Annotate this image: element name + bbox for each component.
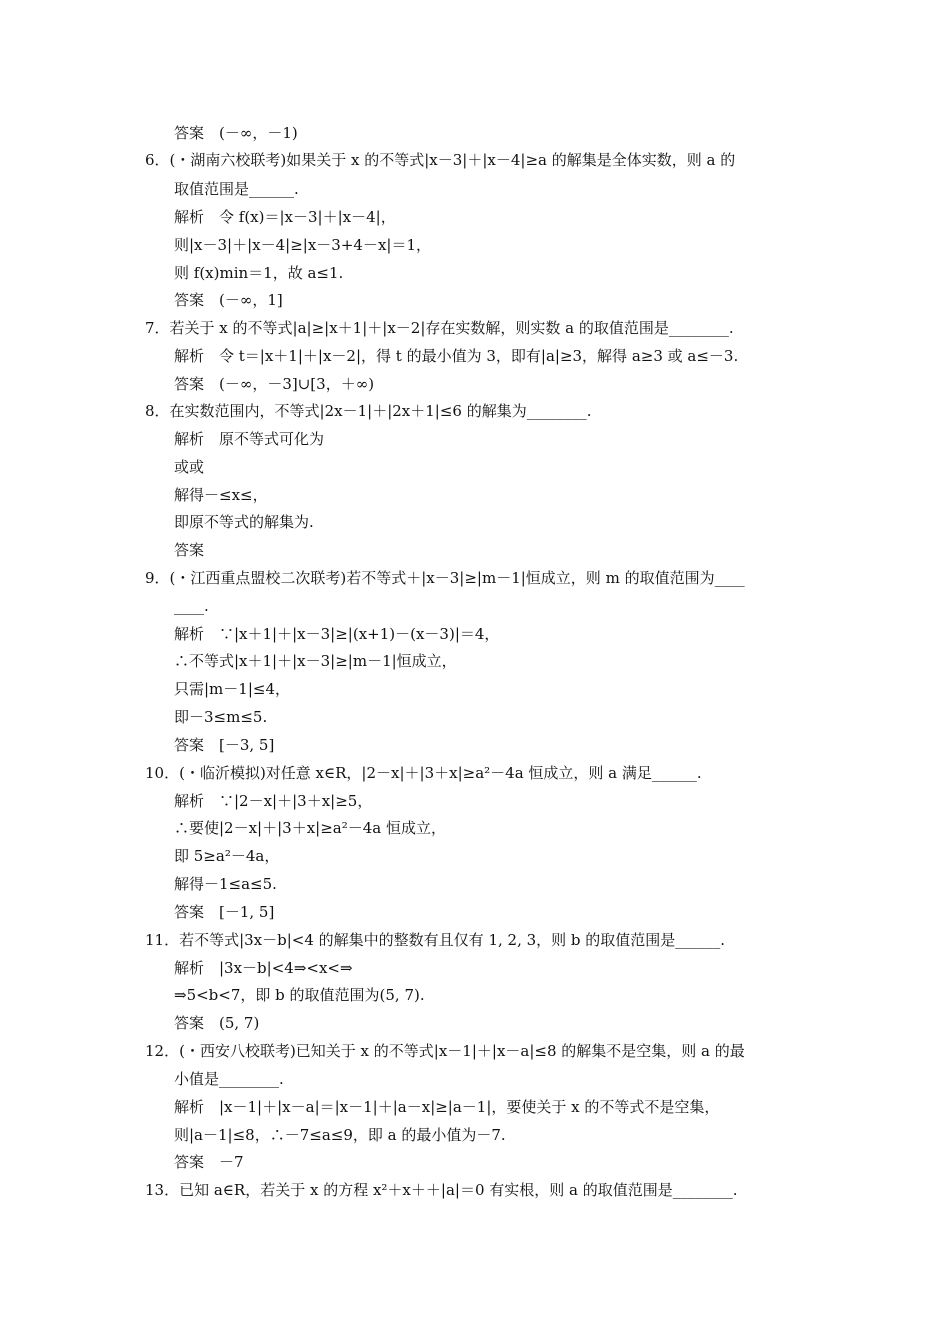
question-6-line-2: 取值范围是______.: [174, 180, 299, 198]
answer-5: 答案 (－∞，－1): [174, 124, 298, 142]
question-10: 10．(・临沂模拟)对任意 x∈R，|2－x|＋|3＋x|≥a²－4a 恒成立，则 a 满足______.: [145, 764, 702, 782]
solution-9-line-3: 只需|m－1|≤4，: [174, 680, 290, 698]
solution-8-line-3: 解得－≤x≤，: [174, 486, 268, 504]
solution-12-line-2: 则|a－1|≤8，∴－7≤a≤9，即 a 的最小值为－7.: [174, 1126, 506, 1144]
solution-12-line-1: 解析 |x－1|＋|x－a|＝|x－1|＋|a－x|≥|a－1|，要使关于 x 的不等式不是空集，: [174, 1098, 720, 1116]
solution-9-line-1: 解析 ∵|x＋1|＋|x－3|≥|(x+1)－(x－3)|＝4，: [174, 625, 500, 643]
solution-10-line-3: 即 5≥a²－4a，: [174, 847, 280, 865]
question-8: 8．在实数范围内，不等式|2x－1|＋|2x＋1|≤6 的解集为________.: [145, 402, 592, 420]
answer-7: 答案 (－∞，－3]∪[3，＋∞): [174, 375, 375, 393]
question-7: 7．若关于 x 的不等式|a|≥|x＋1|＋|x－2|存在实数解，则实数 a 的取值范围是________.: [145, 319, 734, 337]
solution-10-line-2: ∴要使|2－x|＋|3＋x|≥a²－4a 恒成立，: [174, 819, 447, 837]
solution-9-line-2: ∴不等式|x＋1|＋|x－3|≥|m－1|恒成立，: [174, 652, 457, 670]
solution-9-line-4: 即－3≤m≤5.: [174, 708, 268, 726]
solution-11-line-1: 解析 |3x－b|<4⇒<x<⇒: [174, 959, 353, 977]
question-6-line-1: 6．(・湖南六校联考)如果关于 x 的不等式|x－3|＋|x－4|≥a 的解集是全体实数，则 a 的: [145, 151, 736, 169]
question-12-line-2: 小值是________.: [174, 1070, 284, 1088]
solution-8-line-4: 即原不等式的解集为.: [174, 513, 314, 531]
question-12-line-1: 12．(・西安八校联考)已知关于 x 的不等式|x－1|＋|x－a|≤8 的解集不是空集，则 a 的最: [145, 1042, 745, 1060]
solution-8-line-2: 或或: [174, 458, 205, 476]
question-9-line-1: 9．(・江西重点盟校二次联考)若不等式＋|x－3|≥|m－1|恒成立，则 m 的取值范围为____: [145, 569, 745, 587]
answer-6: 答案 (－∞，1]: [174, 291, 283, 309]
question-9-line-2: ____.: [174, 597, 209, 615]
answer-11: 答案 (5, 7): [174, 1014, 260, 1032]
solution-10-line-4: 解得－1≤a≤5.: [174, 875, 277, 893]
solution-7: 解析 令 t＝|x＋1|＋|x－2|，得 t 的最小值为 3，即有|a|≥3，解得 a≥3 或 a≤－3.: [174, 347, 739, 365]
solution-6-line-3: 则 f(x)min＝1，故 a≤1.: [174, 264, 344, 282]
question-11: 11．若不等式|3x－b|<4 的解集中的整数有且仅有 1, 2, 3，则 b 的取值范围是______.: [145, 931, 726, 949]
answer-8: 答案: [174, 541, 205, 559]
solution-10-line-1: 解析 ∵|2－x|＋|3＋x|≥5，: [174, 792, 373, 810]
question-13: 13．已知 a∈R，若关于 x 的方程 x²＋x＋＋|a|＝0 有实根，则 a 的取值范围是________.: [145, 1181, 738, 1199]
answer-9: 答案 [－3, 5]: [174, 736, 275, 754]
solution-11-line-2: ⇒5<b<7，即 b 的取值范围为(5, 7).: [174, 986, 425, 1004]
answer-10: 答案 [－1, 5]: [174, 903, 275, 921]
answer-12: 答案 －7: [174, 1153, 244, 1171]
solution-6-line-1: 解析 令 f(x)＝|x－3|＋|x－4|，: [174, 208, 396, 226]
solution-6-line-2: 则|x－3|＋|x－4|≥|x－3+4－x|＝1，: [174, 236, 432, 254]
solution-8-line-1: 解析 原不等式可化为: [174, 430, 325, 448]
